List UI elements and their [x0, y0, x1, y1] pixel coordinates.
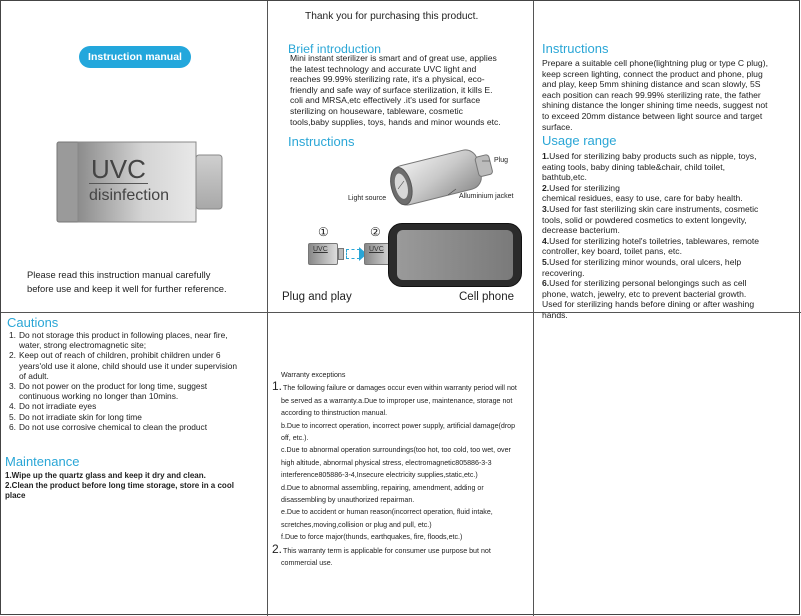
usage-line: eating tools, baby dining table&chair, child toilet, [542, 161, 725, 172]
aluminium-jacket-label: Alluminium jacket [459, 193, 514, 200]
usage-number: 3. [542, 203, 550, 214]
caution-item [5, 350, 267, 381]
cell-phone-illustration [388, 223, 522, 287]
usage-line: phone, watch, jewelry, etc to prevent bacterial growth. [542, 288, 747, 299]
caution-text [19, 330, 228, 350]
usage-item [542, 183, 800, 194]
caution-line: water, strong electromagnetic site; [19, 340, 147, 351]
instructions-diagram-heading: Instructions [288, 134, 355, 149]
cautions-panel [1, 313, 267, 616]
caution-text [19, 381, 207, 401]
usage-text: Used for sterilizing minor wounds, oral ulcers, help [549, 256, 742, 267]
usage-item [542, 257, 800, 268]
warranty-line: off, etc.). [281, 434, 309, 443]
caution-number: 3. [9, 381, 16, 392]
usage-number: 4. [542, 235, 550, 246]
brief-line: coli and MRSA,etc effectively .it's used for surface [290, 95, 481, 106]
usage-text: Used for sterilizing hotel's toiletries, tablewares, remote [549, 235, 760, 246]
intro-panel [268, 1, 533, 312]
usage-line: chemical residues, easy to use, care for baby health. [542, 193, 743, 204]
usage-line: tools, solid or powdered cosmetics to extent longevity, [542, 214, 747, 225]
usage-text: Used for sterilizing personal belongings such as cell [549, 278, 747, 289]
instructions-line: to exceed 20mm distance between light source and target [542, 110, 763, 121]
warranty-line: e.Due to accident or human reason(incorrect operation, fluid intake, [281, 508, 493, 517]
caution-line: years'old use it alone, child should use it under supervision [19, 360, 238, 371]
warranty-number: 1. [272, 379, 283, 394]
caution-line: of adult. [19, 370, 49, 381]
warranty-panel [268, 313, 533, 616]
brief-introduction-text [290, 53, 530, 127]
instructions-line: shining distance the longer shining time needs, suggest not [542, 100, 768, 111]
brief-line: the latest technology and accurate UVC light and [290, 63, 477, 74]
caution-number: 6. [9, 421, 16, 432]
instructions-line: each position can reach 99.99% sterilizing rate, the father [542, 89, 761, 100]
caution-number: 4. [9, 401, 16, 412]
warranty-line: be served as a warranty.a.Due to improper use, maintenance, storage not [281, 396, 513, 405]
warranty-line: commercial use. [281, 559, 333, 568]
mini-device-one-plug [338, 248, 344, 260]
caution-number: 1. [9, 330, 16, 340]
usage-text: Used for sterilizing [549, 182, 620, 193]
caution-text: Do not irradiate eyes [19, 401, 97, 412]
usage-line: bathtub,etc. [542, 172, 587, 183]
maintenance-line: place [5, 491, 26, 500]
maintenance-text [5, 471, 265, 501]
instructions-heading: Instructions [542, 41, 609, 56]
warranty-line: b.Due to incorrect operation, incorrect power supply, artificial damage(drop [281, 421, 516, 430]
warranty-item-1 [272, 381, 532, 394]
usage-number: 1. [542, 151, 550, 161]
instructions-panel [534, 1, 801, 320]
mini-logo-two: UVC [369, 246, 384, 253]
light-source-label: Light source [348, 195, 387, 202]
maintenance-line: 1.Wipe up the quartz glass and keep it dry and clean. [5, 471, 206, 480]
thanks-header: Thank you for purchasing this product. [305, 11, 479, 22]
insert-arrow-icon [346, 249, 360, 259]
warranty-line: d.Due to abnormal assembling, repairing, amendment, adding or [281, 483, 484, 492]
plug-label: Plug [494, 157, 509, 164]
warranty-line: This warranty term is applicable for consumer use purpose but not [283, 546, 491, 555]
instructions-line: keep screen lighting, connect the product and phone, plug [542, 68, 763, 79]
warranty-line: c.Due to abnormal operation surroundings(too hot, too cold, too wet, over [281, 446, 511, 455]
caution-line: Do not storage this product in following places, near fire, [19, 330, 228, 340]
caution-line: Keep out of reach of children, prohibit children under 6 [19, 350, 221, 361]
instruction-manual-badge: Instruction manual [79, 46, 191, 68]
caution-line: continuous working no longer than 10mins. [19, 391, 179, 402]
usage-item [542, 204, 800, 215]
caution-number: 5. [9, 411, 16, 422]
uvc-logo-text: UVC [91, 154, 146, 184]
brief-line: Mini instant sterilizer is smart and of great use, applies [290, 53, 497, 63]
caution-item [5, 401, 267, 411]
usage-number: 2. [542, 182, 550, 193]
usage-line: Used for sterilizing hands before dining or after washing [542, 299, 755, 310]
usage-item [542, 278, 800, 289]
usage-text: Used for fast sterilizing skin care instruments, cosmetic [549, 203, 759, 214]
cautions-list [5, 330, 267, 432]
cover-panel [1, 1, 267, 312]
warranty-line: scretches,moving,collision or plug and pull, etc.) [281, 520, 432, 529]
warranty-text [272, 369, 532, 570]
blank-panel [534, 313, 801, 616]
usage-number: 5. [542, 256, 550, 267]
maintenance-line: 2.Clean the product before long time storage, store in a cool [5, 481, 234, 490]
brief-line: sterilizing on houseware, tableware, cosmetic [290, 105, 463, 116]
warranty-line: according to thinstruction manual. [281, 409, 388, 418]
caution-text: Do not irradiate skin for long time [19, 411, 142, 422]
plug-and-play-caption: Plug and play [282, 291, 352, 303]
instructions-line: surface. [542, 121, 573, 132]
cover-note-line-1: Please read this instruction manual carefully [27, 269, 211, 280]
usage-item [542, 151, 800, 162]
usage-number: 6. [542, 278, 550, 289]
instructions-line: and play, keep 5mm shining distance and scan slowly, 5S [542, 79, 761, 90]
usage-line: decrease bacterium. [542, 225, 620, 236]
caution-number: 2. [9, 350, 16, 361]
warranty-number: 2. [272, 541, 283, 556]
caution-item [5, 412, 267, 422]
step-two-marker: ② [370, 225, 381, 239]
maintenance-heading: Maintenance [5, 454, 80, 469]
usage-line: controller, key board, toilet pans, etc. [542, 246, 682, 257]
caution-item [5, 330, 267, 350]
caution-item [5, 422, 267, 432]
usage-item [542, 236, 800, 247]
phone-screen [397, 230, 513, 280]
usage-range-heading: Usage range [542, 133, 617, 148]
brief-line: reaches 99.99% sterilizing rate, it's a physical, eco- [290, 74, 485, 85]
brief-line: tools,baby supplies, toys, hands and minor wounds etc. [290, 116, 501, 127]
caution-item [5, 381, 267, 401]
step-one-marker: ① [318, 225, 329, 239]
caution-text [19, 350, 237, 381]
cell-phone-caption: Cell phone [459, 291, 514, 303]
instructions-text [542, 58, 800, 132]
warranty-item-2 [272, 541, 532, 557]
brief-introduction-heading: Brief introduction [288, 42, 381, 56]
product-diagram [378, 141, 528, 211]
warranty-title: Warranty exceptions [281, 371, 346, 379]
usage-line: recovering. [542, 267, 585, 278]
warranty-line: interference805886-3-4,Insecure electricity supplies,static,etc.) [281, 471, 478, 480]
warranty-line: high altitude, abnormal physical stress, electromagnetic805886-3-3 [281, 458, 492, 467]
warranty-line: f.Due to force major(thunds, earthquakes, fire, floods,etc.) [281, 533, 463, 542]
warranty-line: disassembling by unauthorized repairman. [281, 496, 415, 505]
caution-line: Do not power on the product for long time, suggest [19, 381, 208, 392]
instructions-line: Prepare a suitable cell phone(lightning plug or type C plug), [542, 58, 768, 68]
usage-text: Used for sterilizing baby products such as nipple, toys, [549, 151, 757, 161]
disinfection-logo-text: disinfection [89, 187, 170, 204]
brief-line: friendly and safe way of surface sterilization, it kills E. [290, 84, 493, 95]
usage-line: hands. [542, 309, 568, 320]
cover-note-line-2: before use and keep it well for further reference. [27, 283, 227, 294]
warranty-line: The following failure or damages occur even within warranty period will not [283, 384, 517, 393]
mini-logo-one: UVC [313, 246, 328, 253]
usage-range-list [542, 151, 800, 321]
caution-text: Do not use corrosive chemical to clean the product [19, 421, 208, 432]
cautions-heading: Cautions [7, 315, 59, 330]
